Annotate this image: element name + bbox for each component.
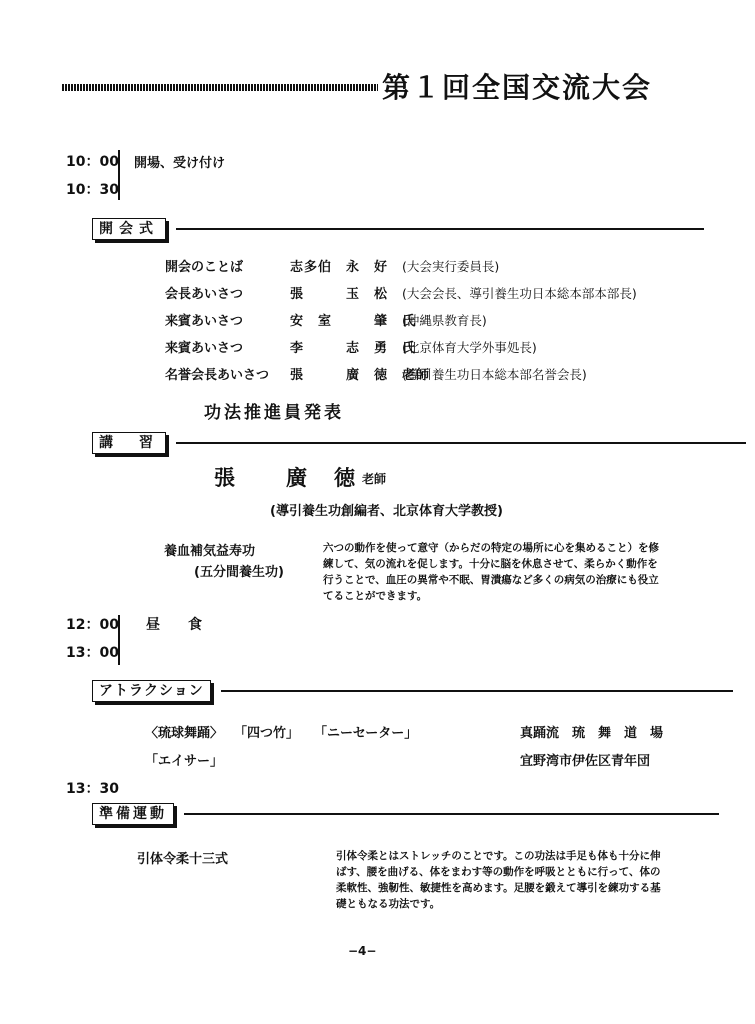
row-role: 来賓あいさつ	[165, 314, 244, 329]
section-opening	[92, 218, 704, 240]
row-role: 開会のことば	[165, 260, 244, 275]
time-1030: 10：30	[66, 182, 119, 198]
lecture-topic: 養血補気益寿功	[164, 544, 256, 559]
page-number: −4−	[348, 944, 377, 958]
time-1000: 10：00	[66, 154, 119, 170]
attraction-performer-2: 宜野湾市伊佐区青年団	[520, 754, 651, 769]
opening-row	[165, 256, 499, 275]
section-lecture	[92, 432, 746, 454]
attraction-eisa: 「エイサー」	[145, 754, 224, 769]
lecture-description: 六つの動作を使って意守（からだの特定の場所に心を集めること）を修練して、気の流れを促します。十分に脳を休息させて、柔らかく動作を行うことで、血圧の異常や不眠、胃潰瘍など多くの病気の治療にも役立てることができます。	[323, 542, 659, 602]
page-title: 第１回全国交流大会	[382, 71, 653, 104]
section-warmup-line	[184, 813, 719, 815]
row-note: (大会会長、導引養生功日本総本部本部長)	[402, 286, 637, 301]
time-1200: 12：00	[66, 617, 119, 633]
row-name: 安 室 肇 氏	[290, 314, 417, 329]
announcement: 功法推進員発表	[204, 403, 344, 423]
opening-row	[165, 310, 487, 329]
section-attraction-line	[221, 690, 733, 692]
warmup-description: 引体令柔とはストレッチのことです。この功法は手足も体も十分に伸ばす、腰を曲げる、体をまわす等の動作を呼吸とともに行って、体の柔軟性、強靭性、敏捷性を高めます。足腰を鍛えて導引を練功する基礎ともなる功法です。	[336, 850, 661, 910]
section-warmup	[92, 803, 719, 825]
lecture-topic-sub: (五分間養生功)	[194, 565, 284, 580]
opening-row	[165, 364, 587, 383]
time-1300: 13：00	[66, 645, 119, 661]
attraction-yotsudake: 「四つ竹」	[234, 726, 300, 741]
row-name: 李 志 勇 氏	[290, 341, 417, 356]
section-warmup-label: 準備運動	[92, 803, 174, 825]
row-note: (北京体育大学外事処長)	[402, 340, 537, 355]
row-role: 会長あいさつ	[165, 287, 244, 302]
teacher-name: 張 廣 徳	[214, 466, 358, 490]
row-note: (大会実行委員長)	[402, 259, 500, 274]
lunch-text: 昼 食	[146, 617, 202, 633]
reception-text: 開場、受け付け	[134, 156, 226, 171]
row-name: 志多伯 永 好	[290, 260, 389, 275]
opening-row	[165, 283, 637, 302]
title-rule	[62, 84, 378, 91]
section-attraction	[92, 680, 733, 702]
teacher-title: 老師	[362, 472, 387, 486]
attraction-nisetaa: 「ニーセーター」	[314, 726, 418, 741]
section-lecture-label: 講 習	[92, 432, 166, 454]
opening-row	[165, 337, 537, 356]
row-role: 名誉会長あいさつ	[165, 368, 270, 383]
attraction-performer-1: 真踊流 琉 舞 道 場	[520, 726, 664, 741]
warmup-topic: 引体令柔十三式	[137, 852, 229, 867]
row-role: 来賓あいさつ	[165, 341, 244, 356]
row-note: (導引養生功日本総本部名誉会長)	[402, 367, 587, 382]
time-1330: 13：30	[66, 781, 119, 797]
row-note: (沖縄県教育長)	[402, 313, 487, 328]
section-lecture-line	[176, 442, 746, 444]
attraction-ryukyu: 〈琉球舞踊〉	[145, 726, 224, 741]
row-name: 張 玉 松	[290, 287, 389, 302]
row-name: 張 廣 徳 老師	[290, 368, 431, 383]
teacher-note: (導引養生功創編者、北京体育大学教授)	[270, 504, 503, 519]
section-opening-line	[176, 228, 704, 230]
section-opening-label: 開会式	[92, 218, 166, 240]
section-attraction-label: アトラクション	[92, 680, 211, 702]
